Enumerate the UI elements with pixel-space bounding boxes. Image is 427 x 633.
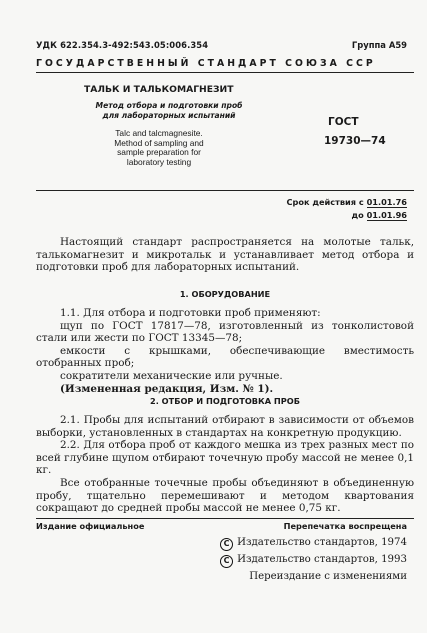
- title-en-line-3: sample preparation for: [117, 147, 201, 157]
- gost-label: ГОСТ: [328, 116, 359, 128]
- title-en: [94, 129, 224, 167]
- copyright-icon: C: [220, 538, 233, 551]
- copyright-1974-text: Издательство стандартов, 1974: [237, 537, 407, 548]
- title-en-line-4: laboratory testing: [126, 156, 192, 167]
- section-1-p1: 1.1. Для отбора и подготовки проб применяют:: [60, 307, 321, 319]
- title-en-line-1: Talc and talcmagnesite.: [115, 128, 203, 138]
- reissue-note: Переиздание с изменениями: [249, 571, 407, 582]
- state-standard-banner: ГОСУДАРСТВЕННЫЙ СТАНДАРТ СОЮЗА ССР: [36, 58, 376, 69]
- header-divider: [36, 72, 414, 73]
- intro-paragraph: Настоящий стандарт распространяется на молотые тальк, талькомагнезит и микротальк и устанавливает метод отбора и подготовки проб для лабораторных испытаний.: [36, 236, 414, 274]
- section-1-heading: 1. ОБОРУДОВАНИЕ: [179, 289, 271, 299]
- subtitle-ru-line-2: для лабораторных испытаний: [102, 111, 236, 120]
- title-block: [84, 84, 264, 167]
- validity-to-label: до: [351, 210, 367, 220]
- title-divider: [36, 190, 414, 191]
- section-2-p3: Все отобранные точечные пробы объединяют в объединенную пробу, тщательно перемешивают и методом квартования сокращают до средней пробы массой не менее 0,75 кг.: [36, 476, 414, 515]
- copyright-1993: [197, 551, 407, 568]
- copyright-icon: C: [220, 555, 233, 568]
- validity-period: [286, 196, 407, 222]
- validity-from-date: 01.01.76: [366, 197, 407, 207]
- validity-to-date: 01.01.96: [366, 210, 407, 220]
- udk-code: УДК 622.354.3-492:543.05:006.354: [36, 40, 209, 50]
- gost-number: 19730—74: [324, 135, 386, 147]
- section-2-p2: 2.2. Для отбора проб от каждого мешка из трех разных мест по всей глубине щупом отбирают точечную пробу массой не менее 0,1 кг.: [36, 439, 414, 477]
- footer-divider: [36, 518, 414, 519]
- group-code: Группа А59: [351, 40, 407, 50]
- subtitle-ru: [84, 101, 254, 121]
- official-edition-label: Издание официальное: [36, 521, 145, 531]
- section-2-heading: 2. ОТБОР И ПОДГОТОВКА ПРОБ: [150, 396, 300, 406]
- copyright-1974: [197, 534, 407, 551]
- section-2-body: [36, 414, 414, 515]
- title-en-line-2: Method of sampling and: [114, 137, 204, 148]
- section-2-p1: 2.1. Пробы для испытаний отбирают в зависимости от объемов выборки, установленных в стандартах на конкретную продукцию.: [36, 414, 414, 439]
- validity-from: [286, 196, 407, 209]
- amendment-note: (Измененная редакция, Изм. № 1).: [60, 382, 274, 395]
- section-1-body: [36, 307, 414, 395]
- copyright-1993-text: Издательство стандартов, 1993: [237, 554, 407, 565]
- section-1-p4: сократители механические или ручные.: [60, 369, 283, 382]
- copyright-block: [197, 534, 407, 585]
- title-ru: ТАЛЬК И ТАЛЬКОМАГНЕЗИТ: [84, 84, 234, 95]
- validity-to: [286, 209, 407, 222]
- validity-from-label: Срок действия с: [286, 197, 367, 207]
- subtitle-ru-line-1: Метод отбора и подготовки проб: [95, 101, 243, 110]
- section-1-p3: емкости с крышками, обеспечивающие вместимость отобранных проб;: [36, 344, 414, 370]
- reprint-prohibited-label: Перепечатка воспрещена: [283, 521, 407, 531]
- section-1-p2: щуп по ГОСТ 17817—78, изготовленный из тонколистовой стали или жести по ГОСТ 13345—78;: [36, 319, 414, 345]
